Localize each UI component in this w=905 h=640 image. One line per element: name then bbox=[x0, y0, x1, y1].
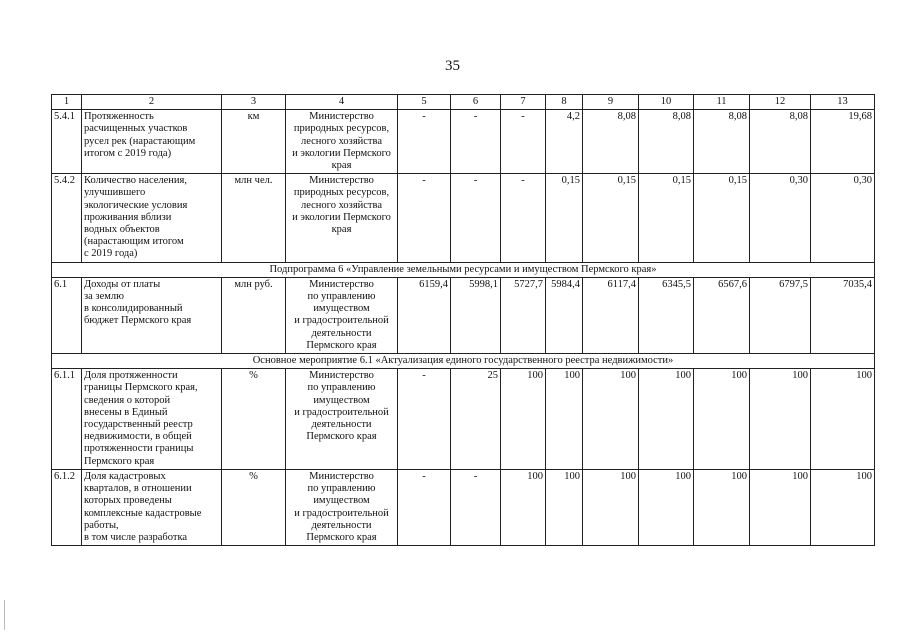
indicator-name-line: границы Пермского края, bbox=[84, 382, 198, 394]
agency-cell bbox=[286, 369, 398, 470]
value-cell: 0,15 bbox=[583, 174, 639, 262]
indicator-code: 6.1.1 bbox=[52, 369, 82, 470]
value-cell: 5998,1 bbox=[451, 277, 501, 353]
agency-line: Пермского края bbox=[306, 531, 377, 543]
agency-line: деятельности bbox=[311, 519, 372, 531]
indicator-name-line: протяженности границы bbox=[84, 443, 194, 455]
column-number: 3 bbox=[222, 95, 286, 110]
value-cell: 100 bbox=[639, 369, 694, 470]
indicator-name-line: государственный реестр bbox=[84, 419, 193, 431]
section-title: Подпрограмма 6 «Управление земельными ресурсами и имуществом Пермского края» bbox=[52, 262, 875, 277]
value-cell: 6567,6 bbox=[694, 277, 750, 353]
agency-line: по управлению bbox=[307, 483, 376, 495]
value-cell: 100 bbox=[694, 369, 750, 470]
agency-line: деятельности bbox=[311, 419, 372, 431]
value-cell: 100 bbox=[639, 469, 694, 545]
column-number: 2 bbox=[82, 95, 222, 110]
indicator-name bbox=[82, 277, 222, 353]
value-cell: 7035,4 bbox=[811, 277, 875, 353]
indicator-name-line: сведения о которой bbox=[84, 394, 171, 406]
agency-line: лесного хозяйства bbox=[300, 135, 383, 147]
indicator-name bbox=[82, 174, 222, 262]
table-row bbox=[52, 277, 875, 353]
value-cell: 6159,4 bbox=[398, 277, 451, 353]
agency-line: Министерство bbox=[309, 111, 374, 123]
agency-line: края bbox=[331, 224, 352, 236]
agency-cell bbox=[286, 174, 398, 262]
agency-line: края bbox=[331, 160, 352, 172]
unit-cell: км bbox=[222, 110, 286, 174]
value-cell: - bbox=[398, 110, 451, 174]
column-number: 4 bbox=[286, 95, 398, 110]
agency-line: и градостроительной bbox=[294, 315, 389, 327]
indicator-name-line: водных объектов bbox=[84, 224, 160, 236]
indicator-name-line: Протяженность bbox=[84, 111, 154, 123]
column-number: 1 bbox=[52, 95, 82, 110]
unit-cell: % bbox=[222, 369, 286, 470]
column-number: 8 bbox=[546, 95, 583, 110]
column-number: 11 bbox=[694, 95, 750, 110]
column-number: 13 bbox=[811, 95, 875, 110]
column-number: 5 bbox=[398, 95, 451, 110]
value-cell: - bbox=[501, 110, 546, 174]
indicator-name-line: кварталов, в отношении bbox=[84, 483, 192, 495]
agency-line: деятельности bbox=[311, 327, 372, 339]
value-cell: 100 bbox=[811, 469, 875, 545]
agency-line: по управлению bbox=[307, 291, 376, 303]
indicator-name-line: комплексные кадастровые bbox=[84, 507, 202, 519]
agency-line: лесного хозяйства bbox=[300, 199, 383, 211]
value-cell: 6797,5 bbox=[750, 277, 811, 353]
indicator-name-line: улучшившего bbox=[84, 187, 146, 199]
indicator-code: 5.4.1 bbox=[52, 110, 82, 174]
indicator-name bbox=[82, 469, 222, 545]
unit-cell: млн руб. bbox=[222, 277, 286, 353]
indicator-name-line: Пермского края bbox=[84, 455, 155, 467]
value-cell: 100 bbox=[811, 369, 875, 470]
indicator-name-line: в том числе разработка bbox=[84, 531, 188, 543]
indicator-name-line: проживания вблизи bbox=[84, 211, 172, 223]
indicator-name-line: Доходы от платы bbox=[84, 278, 161, 290]
column-number: 12 bbox=[750, 95, 811, 110]
agency-line: и градостроительной bbox=[294, 406, 389, 418]
value-cell: - bbox=[451, 469, 501, 545]
agency-line: имуществом bbox=[313, 394, 370, 406]
indicator-code: 6.1.2 bbox=[52, 469, 82, 545]
indicator-name-line: с 2019 года) bbox=[84, 248, 138, 260]
unit-cell: % bbox=[222, 469, 286, 545]
indicator-name-line: бюджет Пермского края bbox=[84, 315, 192, 327]
table-row bbox=[52, 110, 875, 174]
indicator-name-line: расчищенных участков bbox=[84, 123, 188, 135]
value-cell: - bbox=[398, 469, 451, 545]
section-row bbox=[52, 262, 875, 277]
indicator-name-line: русел рек (нарастающим bbox=[84, 135, 196, 147]
indicator-name-line: Доля кадастровых bbox=[84, 470, 166, 482]
column-number: 9 bbox=[583, 95, 639, 110]
indicator-name-line: в консолидированный bbox=[84, 303, 183, 315]
indicator-name-line: недвижимости, в общей bbox=[84, 431, 192, 443]
indicator-name-line: за землю bbox=[84, 291, 124, 303]
indicator-name-line: (нарастающим итогом bbox=[84, 236, 184, 248]
value-cell: 100 bbox=[750, 369, 811, 470]
agency-line: и экологии Пермского bbox=[292, 147, 391, 159]
value-cell: 0,15 bbox=[639, 174, 694, 262]
value-cell: 100 bbox=[583, 469, 639, 545]
indicator-name-line: экологические условия bbox=[84, 199, 188, 211]
unit-cell: млн чел. bbox=[222, 174, 286, 262]
value-cell: 19,68 bbox=[811, 110, 875, 174]
indicator-name-line: Количество населения, bbox=[84, 175, 187, 187]
value-cell: 0,30 bbox=[750, 174, 811, 262]
agency-line: Министерство bbox=[309, 175, 374, 187]
agency-line: имуществом bbox=[313, 303, 370, 315]
agency-line: и градостроительной bbox=[294, 507, 389, 519]
value-cell: - bbox=[451, 110, 501, 174]
agency-cell bbox=[286, 277, 398, 353]
agency-line: Министерство bbox=[309, 470, 374, 482]
agency-line: по управлению bbox=[307, 382, 376, 394]
indicator-table bbox=[51, 94, 875, 546]
value-cell: 4,2 bbox=[546, 110, 583, 174]
value-cell: 100 bbox=[546, 469, 583, 545]
value-cell: - bbox=[501, 174, 546, 262]
page-number: 35 bbox=[445, 58, 460, 74]
value-cell: 6345,5 bbox=[639, 277, 694, 353]
value-cell: 8,08 bbox=[639, 110, 694, 174]
column-number: 10 bbox=[639, 95, 694, 110]
column-number: 6 bbox=[451, 95, 501, 110]
value-cell: 0,30 bbox=[811, 174, 875, 262]
value-cell: 5727,7 bbox=[501, 277, 546, 353]
indicator-name-line: Доля протяженности bbox=[84, 370, 178, 382]
agency-line: имуществом bbox=[313, 495, 370, 507]
value-cell: 5984,4 bbox=[546, 277, 583, 353]
value-cell: 0,15 bbox=[546, 174, 583, 262]
section-title: Основное мероприятие 6.1 «Актуализация единого государственного реестра недвижимости» bbox=[52, 354, 875, 369]
section-row bbox=[52, 354, 875, 369]
column-number-row bbox=[52, 95, 875, 110]
value-cell: 100 bbox=[750, 469, 811, 545]
table-row bbox=[52, 369, 875, 470]
value-cell: 100 bbox=[694, 469, 750, 545]
indicator-name bbox=[82, 369, 222, 470]
agency-line: Министерство bbox=[309, 370, 374, 382]
value-cell: 100 bbox=[546, 369, 583, 470]
value-cell: 8,08 bbox=[583, 110, 639, 174]
table-row bbox=[52, 174, 875, 262]
value-cell: - bbox=[398, 174, 451, 262]
column-number: 7 bbox=[501, 95, 546, 110]
indicator-name-line: которых проведены bbox=[84, 495, 172, 507]
value-cell: 100 bbox=[501, 469, 546, 545]
value-cell: 8,08 bbox=[694, 110, 750, 174]
indicator-code: 5.4.2 bbox=[52, 174, 82, 262]
value-cell: 100 bbox=[583, 369, 639, 470]
value-cell: 25 bbox=[451, 369, 501, 470]
value-cell: - bbox=[398, 369, 451, 470]
agency-line: Министерство bbox=[309, 278, 374, 290]
table-row bbox=[52, 469, 875, 545]
value-cell: 6117,4 bbox=[583, 277, 639, 353]
agency-line: природных ресурсов, bbox=[293, 123, 390, 135]
value-cell: 100 bbox=[501, 369, 546, 470]
scan-artifact bbox=[4, 600, 5, 630]
indicator-code: 6.1 bbox=[52, 277, 82, 353]
agency-line: Пермского края bbox=[306, 339, 377, 351]
value-cell: 0,15 bbox=[694, 174, 750, 262]
indicator-name-line: итогом с 2019 года) bbox=[84, 147, 172, 159]
agency-line: и экологии Пермского bbox=[292, 211, 391, 223]
value-cell: - bbox=[451, 174, 501, 262]
indicator-name-line: внесены в Единый bbox=[84, 406, 168, 418]
value-cell: 8,08 bbox=[750, 110, 811, 174]
agency-line: Пермского края bbox=[306, 431, 377, 443]
agency-cell bbox=[286, 469, 398, 545]
indicator-name bbox=[82, 110, 222, 174]
agency-cell bbox=[286, 110, 398, 174]
agency-line: природных ресурсов, bbox=[293, 187, 390, 199]
indicator-name-line: работы, bbox=[84, 519, 119, 531]
